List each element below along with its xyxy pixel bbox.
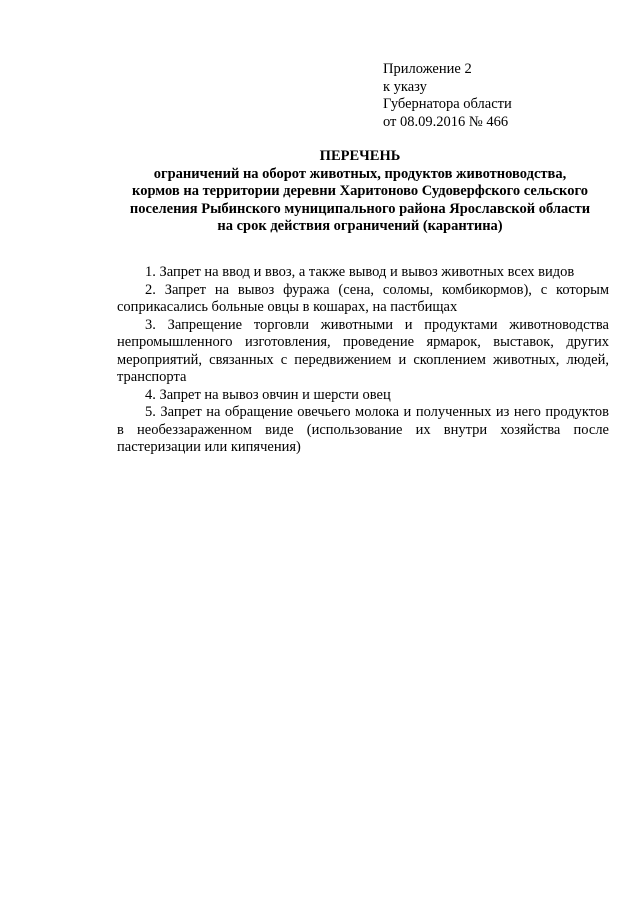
appendix-line: Приложение 2 (383, 61, 472, 77)
heading-title: ПЕРЕЧЕНЬ (319, 148, 401, 164)
appendix-date-line: от 08.09.2016 № 466 (383, 113, 509, 130)
heading-line: на срок действия ограничений (карантина) (217, 218, 503, 234)
restriction-item: 1. Запрет на ввод и ввоз, а также вывод и вывоз животных всех видов (145, 264, 575, 280)
appendix-block (383, 61, 623, 131)
restriction-item: 2. Запрет на вывоз фуража (сена, соломы, комбикормов), с которым соприкасались больные овцы в кошарах, на пастбищах (117, 281, 609, 315)
appendix-line: к указу (383, 78, 427, 95)
document-heading (100, 148, 620, 236)
heading-line: поселения Рыбинского муниципального района Ярославской области (129, 200, 591, 217)
restriction-item: 4. Запрет на вывоз овчин и шерсти овец (145, 386, 391, 403)
heading-line: кормов на территории деревни Харитоново Судоверфского сельского (132, 183, 588, 199)
heading-line: ограничений на оборот животных, продуктов животноводства, (153, 165, 567, 182)
restriction-item: 3. Запрещение торговли животными и продуктами животноводства непромышленного изготовления, проведение ярмарок, выставок, других мероприятий, связанных с передвижением и скоплением животных, людей, транспорта (117, 316, 609, 385)
restriction-item: 5. Запрет на обращение овечьего молока и полученных из него продуктов в необеззараженном виде (использование их внутри хозяйства после пастеризации или кипячения) (117, 404, 609, 455)
appendix-line: Губернатора области (383, 96, 512, 112)
restrictions-list (117, 264, 609, 457)
